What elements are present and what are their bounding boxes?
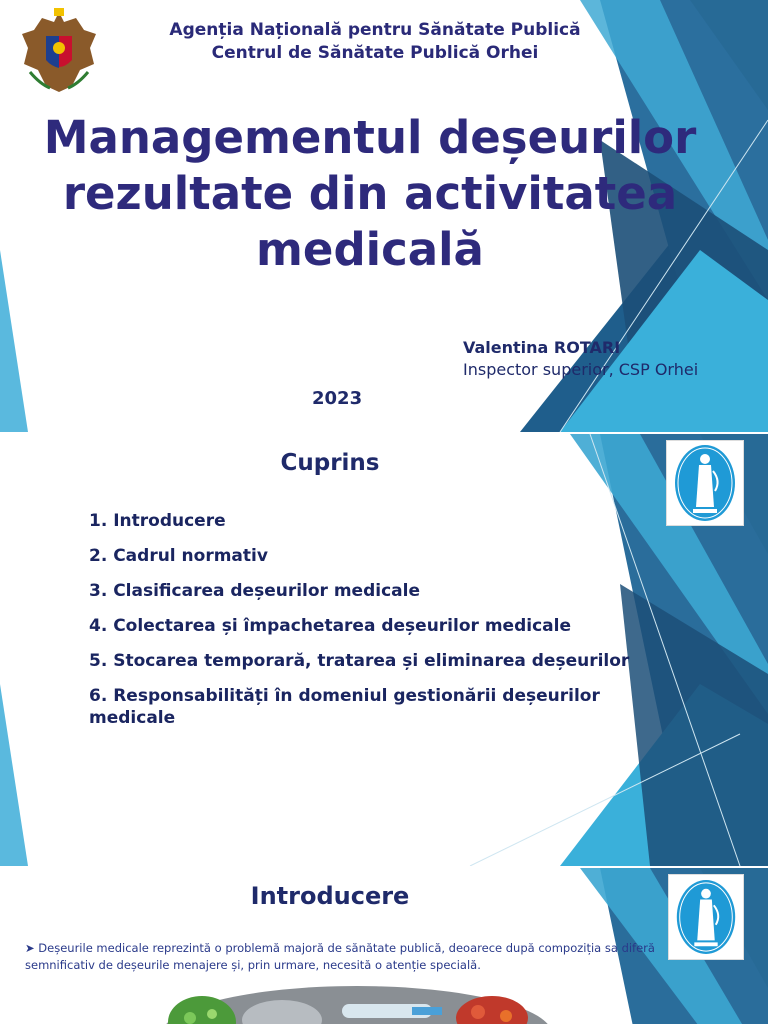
contents-item: 3. Clasificarea deșeurilor medicale <box>89 581 420 601</box>
contents-item: 2. Cadrul normativ <box>89 546 268 566</box>
agency-logo <box>668 874 744 960</box>
contents-item: 5. Stocarea temporară, tratarea și eliminarea deșeurilor <box>89 651 630 671</box>
contents-item: 6. Responsabilități în domeniul gestionării deșeurilor medicale <box>89 686 600 728</box>
author-name: Valentina ROTARI <box>463 338 621 357</box>
contents-slide <box>0 434 768 866</box>
arrow-bullet-icon: ➤ <box>25 941 35 955</box>
contents-list <box>89 510 679 742</box>
introduction-text: Deșeurile medicale reprezintă o problemă majoră de sănătate publică, deoarece după compoziția sa diferă semnificativ de deșeurile menajere și, prin urmare, necesită o atenție specială. <box>25 941 655 972</box>
presentation-title: Managementul deșeurilor rezultate din activitatea medicală <box>43 111 697 276</box>
introduction-heading: Introducere <box>250 882 410 910</box>
title-slide <box>0 0 768 432</box>
medical-waste-photo <box>162 974 552 1024</box>
introduction-paragraph <box>25 940 675 974</box>
moldova-coat-of-arms-icon <box>20 8 98 96</box>
introduction-slide <box>0 868 768 1024</box>
contents-item: 1. Introducere <box>89 511 226 531</box>
contents-item: 4. Colectarea și împachetarea deșeurilor medicale <box>89 616 571 636</box>
organization-name: Agenția Națională pentru Sănătate Publică <box>169 20 581 40</box>
hygeia-emblem-icon <box>669 875 743 959</box>
presentation-year: 2023 <box>312 388 363 409</box>
author-role: Inspector superior, CSP Orhei <box>463 360 699 379</box>
organization-subunit: Centrul de Sănătate Publică Orhei <box>211 43 539 63</box>
contents-heading: Cuprins <box>280 450 380 476</box>
